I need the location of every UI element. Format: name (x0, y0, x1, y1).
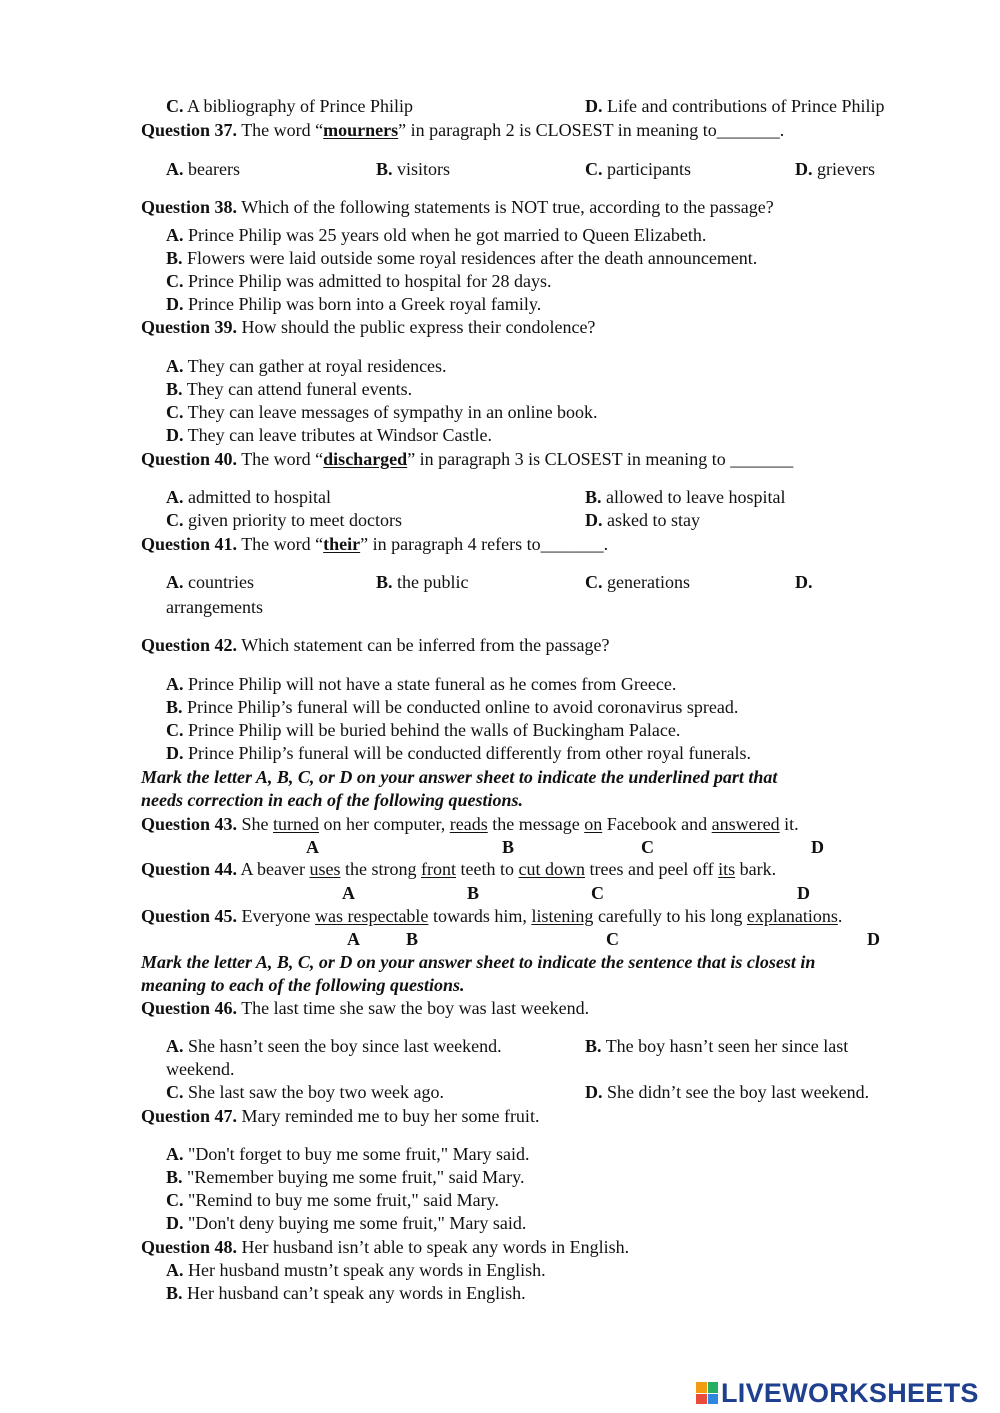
q37-stem: Question 37. The word “mourners” in paragraph 2 is CLOSEST in meaning to_______. (141, 120, 785, 140)
q40-keyword: discharged (323, 449, 408, 469)
q38-stem: Question 38. Which of the following statements is NOT true, according to the passage? (141, 197, 774, 217)
q45-letter-c: C (606, 929, 619, 949)
q38-option-b: B. Flowers were laid outside some royal residences after the death announcement. (166, 248, 758, 268)
instruction-closest-meaning-line2: meaning to each of the following questions. (141, 975, 465, 995)
q38-option-a: A. Prince Philip was 25 years old when he got married to Queen Elizabeth. (166, 225, 707, 245)
q46-option-b-continued: weekend. (166, 1059, 235, 1079)
q44-letter-b: B (467, 883, 480, 903)
q38-option-c: C. Prince Philip was admitted to hospital for 28 days. (166, 271, 552, 291)
q46-option-b: B. The boy hasn’t seen her since last (585, 1036, 849, 1056)
q42-stem: Question 42. Which statement can be inferred from the passage? (141, 635, 610, 655)
q39-option-b: B. They can attend funeral events. (166, 379, 413, 399)
q47-option-b: B. "Remember buying me some fruit," said Mary. (166, 1167, 525, 1187)
q37-option-b: B. visitors (376, 159, 451, 179)
q40-option-d: D. asked to stay (585, 510, 700, 530)
q43-letter-a: A (306, 837, 319, 857)
q43-letter-d: D (811, 837, 824, 857)
q40-stem: Question 40. The word “discharged” in paragraph 3 is CLOSEST in meaning to _______ (141, 449, 794, 469)
q41-stem: Question 41. The word “their” in paragraph 4 refers to_______. (141, 534, 609, 554)
instruction-error-identification-line1: Mark the letter A, B, C, or D on your answer sheet to indicate the underlined part that (141, 767, 778, 787)
q47-option-c: C. "Remind to buy me some fruit," said Mary. (166, 1190, 499, 1210)
q46-option-c: C. She last saw the boy two week ago. (166, 1082, 444, 1102)
q44-underline-b: front (421, 859, 456, 879)
q42-option-d: D. Prince Philip’s funeral will be conducted differently from other royal funerals. (166, 743, 752, 763)
q43-underline-a: turned (273, 814, 319, 834)
q46-stem: Question 46. The last time she saw the boy was last weekend. (141, 998, 590, 1018)
q47-stem: Question 47. Mary reminded me to buy her some fruit. (141, 1106, 540, 1126)
q44-underline-a: uses (309, 859, 341, 879)
q38-option-d: D. Prince Philip was born into a Greek royal family. (166, 294, 542, 314)
q44-underline-c: cut down (518, 859, 585, 879)
q40-option-a: A. admitted to hospital (166, 487, 331, 507)
q41-keyword: their (323, 534, 361, 554)
q41-option-d-text: arrangements (166, 597, 263, 617)
q37-keyword: mourners (323, 120, 399, 140)
q45-letter-a: A (347, 929, 360, 949)
q47-option-d: D. "Don't deny buying me some fruit," Mary said. (166, 1213, 527, 1233)
q41-option-a: A. countries (166, 572, 254, 592)
instruction-closest-meaning-line1: Mark the letter A, B, C, or D on your answer sheet to indicate the sentence that is closest in (141, 952, 816, 972)
q45-underline-ab: was respectable (314, 906, 429, 926)
q45-letter-d: D (867, 929, 880, 949)
brand-text: LIVEWORKSHEETS (721, 1377, 979, 1408)
q36-option-d: D. Life and contributions of Prince Philip (585, 96, 885, 116)
liveworksheets-logo (696, 1378, 979, 1408)
q40-option-b: B. allowed to leave hospital (585, 487, 786, 507)
q44-sentence: Question 44. A beaver uses the strong front teeth to cut down trees and peel off its bark. (141, 859, 777, 879)
q40-option-c: C. given priority to meet doctors (166, 510, 402, 530)
q45-underline-c: listening (531, 906, 594, 926)
q47-option-a: A. "Don't forget to buy me some fruit," Mary said. (166, 1144, 530, 1164)
q43-underline-c: on (584, 814, 603, 834)
q39-option-d: D. They can leave tributes at Windsor Castle. (166, 425, 493, 445)
q46-option-a: A. She hasn’t seen the boy since last weekend. (166, 1036, 502, 1056)
q46-option-d: D. She didn’t see the boy last weekend. (585, 1082, 870, 1102)
q37-option-a: A. bearers (166, 159, 240, 179)
q39-option-c: C. They can leave messages of sympathy in an online book. (166, 402, 598, 422)
q42-option-b: B. Prince Philip’s funeral will be conducted online to avoid coronavirus spread. (166, 697, 739, 717)
q43-letter-b: B (502, 837, 515, 857)
q39-stem: Question 39. How should the public express their condolence? (141, 317, 596, 337)
q41-option-b: B. the public (376, 572, 469, 592)
q43-sentence: Question 43. She turned on her computer, reads the message on Facebook and answered it. (141, 814, 799, 834)
q48-option-a: A. Her husband mustn’t speak any words in English. (166, 1260, 546, 1280)
q44-letter-a: A (342, 883, 355, 903)
liveworksheets-grid-icon (696, 1382, 718, 1404)
q37-option-d: D. grievers (795, 159, 875, 179)
q37-option-c: C. participants (585, 159, 691, 179)
q36-option-c: C. A bibliography of Prince Philip (166, 96, 413, 116)
q48-option-b: B. Her husband can’t speak any words in English. (166, 1283, 526, 1303)
q44-underline-d: its (718, 859, 736, 879)
q42-option-c: C. Prince Philip will be buried behind the walls of Buckingham Palace. (166, 720, 681, 740)
instruction-error-identification-line2: needs correction in each of the following questions. (141, 790, 524, 810)
q45-letter-b: B (406, 929, 419, 949)
q43-underline-d: answered (711, 814, 780, 834)
q41-option-c: C. generations (585, 572, 690, 592)
q45-sentence: Question 45. Everyone was respectable towards him, listening carefully to his long explanations. (141, 906, 843, 926)
q44-letter-c: C (591, 883, 604, 903)
q41-option-d-letter: D. (795, 572, 813, 592)
q43-letter-c: C (641, 837, 654, 857)
q45-underline-d: explanations (746, 906, 838, 926)
q44-letter-d: D (797, 883, 810, 903)
q42-option-a: A. Prince Philip will not have a state funeral as he comes from Greece. (166, 674, 677, 694)
q43-underline-b: reads (449, 814, 488, 834)
q39-option-a: A. They can gather at royal residences. (166, 356, 447, 376)
q48-stem: Question 48. Her husband isn’t able to speak any words in English. (141, 1237, 630, 1257)
